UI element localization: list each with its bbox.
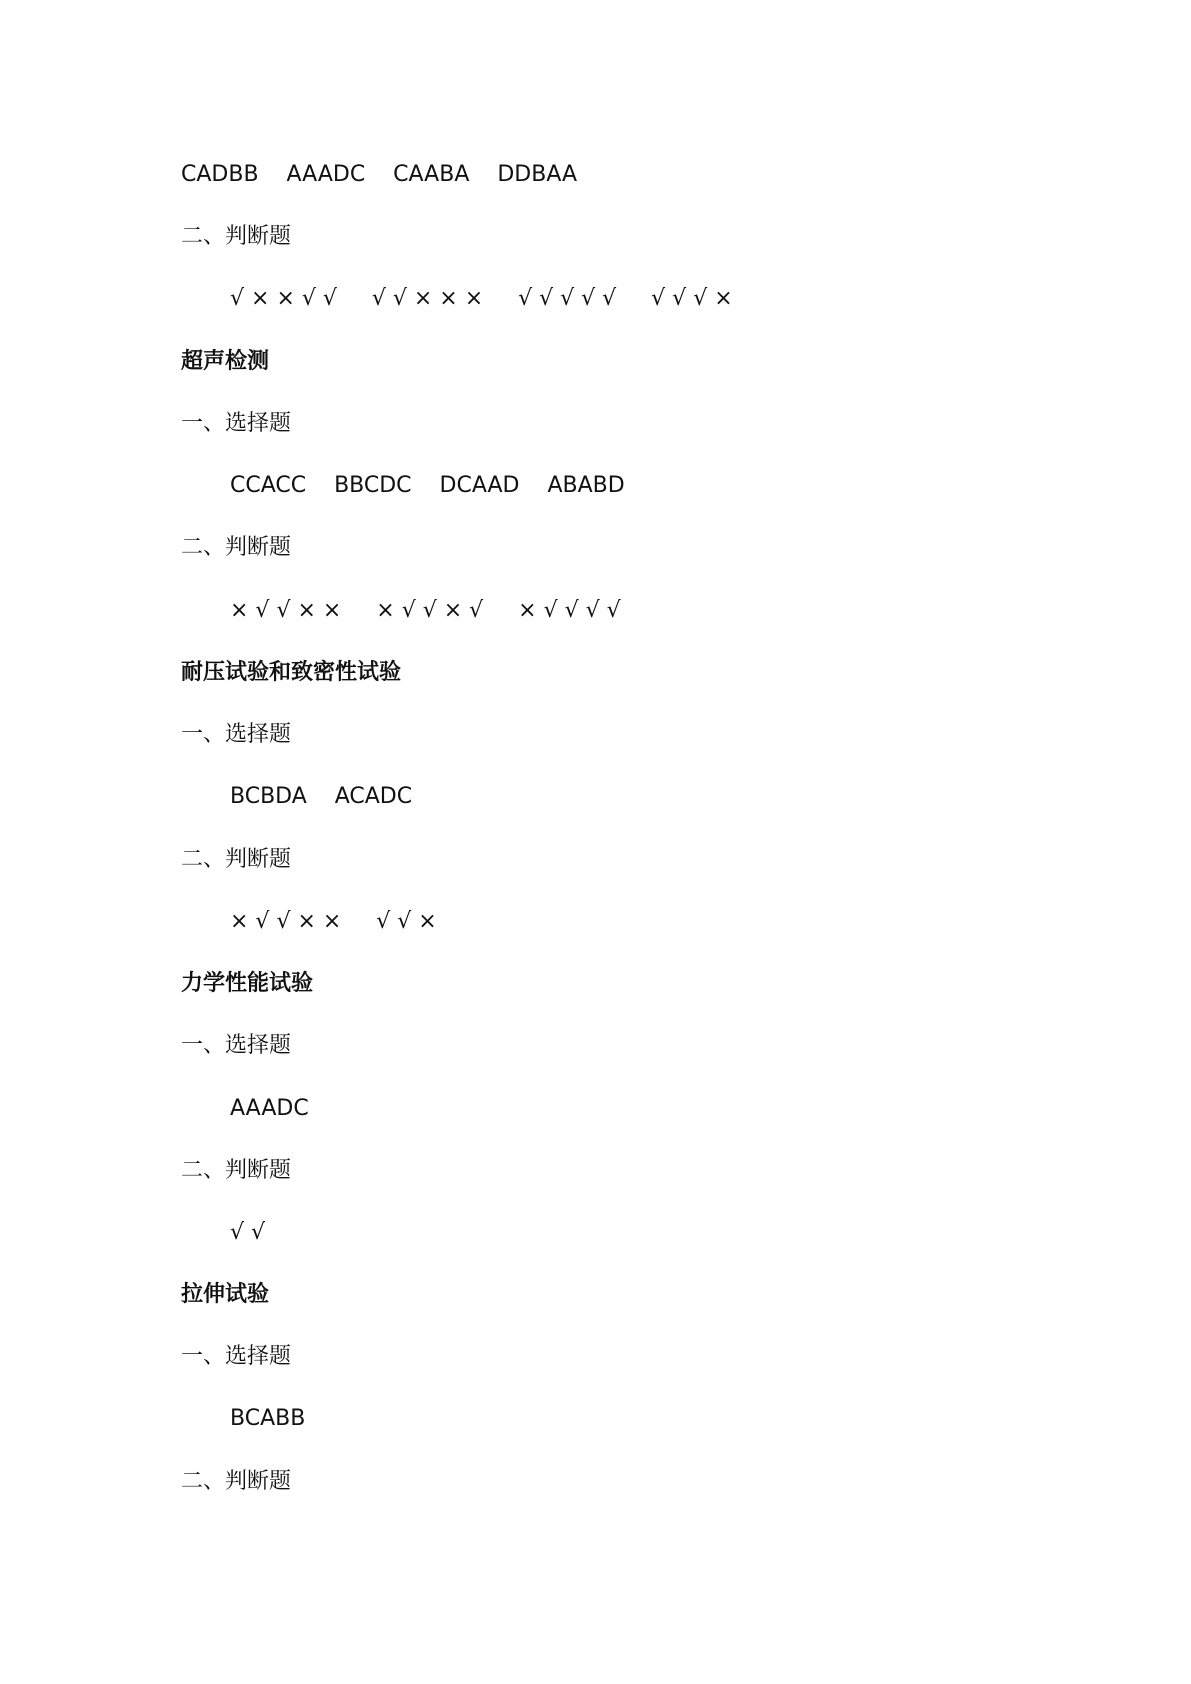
answer-line-multiple-choice: CCACC BBCDC DCAAD ABABD bbox=[230, 473, 625, 498]
section-heading-true-false: 二、判断题 bbox=[181, 847, 292, 872]
answer-line-multiple-choice: BCABB bbox=[230, 1406, 306, 1431]
answer-line-multiple-choice: BCBDA ACADC bbox=[230, 784, 413, 809]
section-heading-true-false: 二、判断题 bbox=[181, 224, 292, 249]
chapter-title-mechanical-properties-test: 力学性能试验 bbox=[181, 971, 314, 996]
chapter-title-pressure-and-leak-test: 耐压试验和致密性试验 bbox=[181, 660, 402, 685]
answer-line-true-false: × √ √ × × √ √ × bbox=[230, 909, 437, 934]
chapter-title-tensile-test: 拉伸试验 bbox=[181, 1282, 270, 1307]
answer-line-true-false: × √ √ × × × √ √ × √ × √ √ √ √ bbox=[230, 598, 621, 623]
section-heading-true-false: 二、判断题 bbox=[181, 1469, 292, 1494]
answer-line-multiple-choice: AAADC bbox=[230, 1096, 309, 1121]
section-heading-multiple-choice: 一、选择题 bbox=[181, 1344, 292, 1369]
section-heading-true-false: 二、判断题 bbox=[181, 535, 292, 560]
answer-line-multiple-choice: CADBB AAADC CAABA DDBAA bbox=[181, 162, 578, 187]
answer-line-true-false: √ √ bbox=[230, 1220, 266, 1245]
section-heading-multiple-choice: 一、选择题 bbox=[181, 411, 292, 436]
answer-line-true-false: √ × × √ √ √ √ × × × √ √ √ √ √ √ √ √ × bbox=[230, 286, 733, 311]
section-heading-multiple-choice: 一、选择题 bbox=[181, 1033, 292, 1058]
chapter-title-ultrasonic-testing: 超声检测 bbox=[181, 349, 270, 374]
section-heading-true-false: 二、判断题 bbox=[181, 1158, 292, 1183]
section-heading-multiple-choice: 一、选择题 bbox=[181, 722, 292, 747]
